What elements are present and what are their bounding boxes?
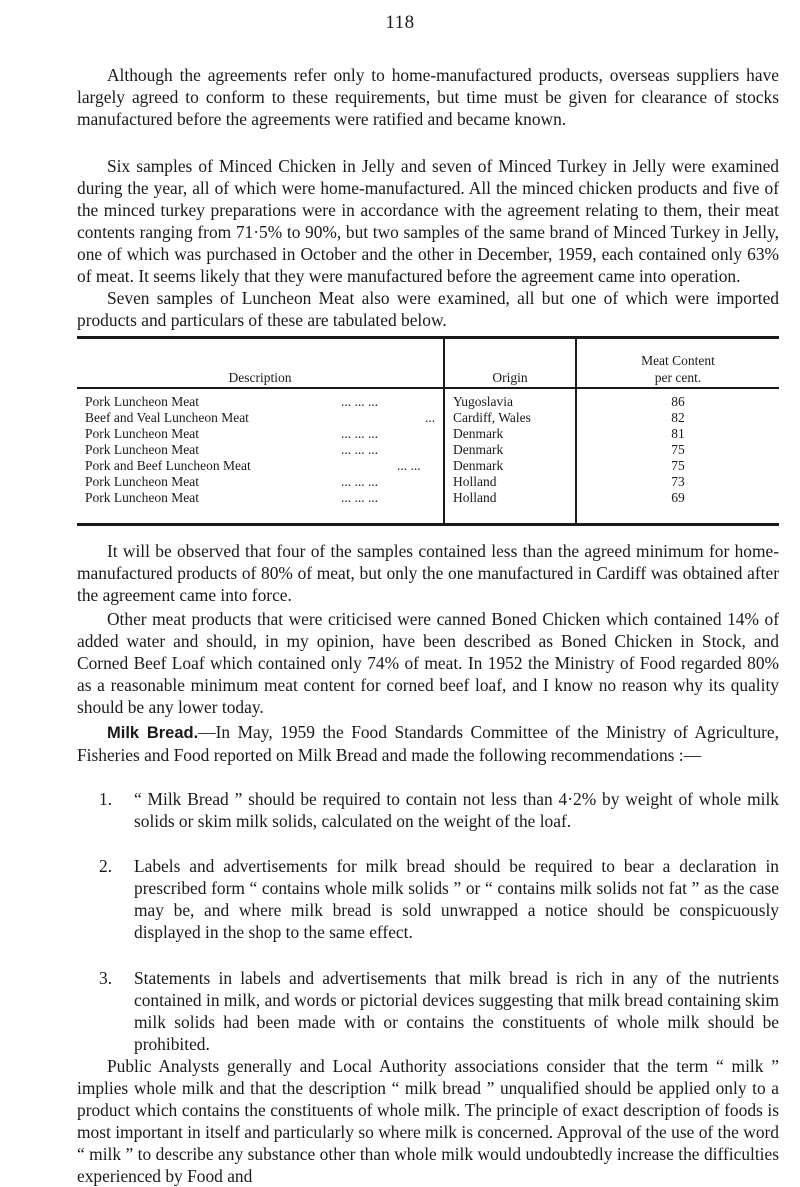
paragraph-other-meat-products: Other meat products that were criticised were canned Boned Chicken which contained 14% of added water and should, in my opinion, have been described as Boned Chicken in Stock, and Corned Beef Loaf which contained only 74% of meat. In 1952 the Ministry of Food regarded 80% as a reasonable minimum meat content for corned beef loaf, and I know no reason why its quality should be any lower today. xyxy=(77,609,779,717)
list-item-number: 2. xyxy=(99,856,113,876)
cell-origin: Holland xyxy=(453,474,497,489)
cell-description: Pork Luncheon Meat ... ... ... xyxy=(85,426,379,441)
paragraph-luncheon-meat: Seven samples of Luncheon Meat also were examined, all but one of which were imported products and particulars of these are tabulated below. xyxy=(77,288,779,330)
table-row xyxy=(77,442,779,458)
cell-meat: 81 xyxy=(671,426,685,441)
table-row xyxy=(77,490,779,506)
cell-meat: 69 xyxy=(671,490,685,505)
header-description: Description xyxy=(228,370,292,385)
list-item-number: 1. xyxy=(99,789,113,809)
paragraph-milk-bread: Milk Bread.—In May, 1959 the Food Standards Committee of the Ministry of Agriculture, Fisheries and Food reported on Milk Bread and made the following recommendations :— xyxy=(77,722,780,765)
header-meat-content xyxy=(577,352,779,386)
list-item-text: Statements in labels and advertisements that milk bread is rich in any of the nutrients contained in milk, and words or pictorial devices suggesting that milk bread containing skim milk solids had been made with or contains the constituents of whole milk should be prohibited. xyxy=(134,968,779,1054)
cell-description: Pork Luncheon Meat ... ... ... xyxy=(85,490,379,505)
list-item-text: “ Milk Bread ” should be required to contain not less than 4·2% by weight of whole milk solids or skim milk solids, calculated on the weight of the loaf. xyxy=(134,789,779,831)
cell-origin: Denmark xyxy=(453,442,504,457)
cell-meat: 82 xyxy=(671,410,685,425)
list-item-number: 3. xyxy=(99,968,113,988)
header-meat-line1: Meat Content xyxy=(641,353,715,368)
list-item-text: Labels and advertisements for milk bread should be required to bear a declaration in prescribed form “ contains whole milk solids ” or “ contains milk solids not fat ” as the case may be, and where milk bread is sold unwrapped a notice should be conspicuously displayed in the shop to the same effect. xyxy=(134,856,779,942)
cell-meat: 75 xyxy=(671,458,685,473)
table-row xyxy=(77,410,779,426)
cell-origin: Holland xyxy=(453,490,497,505)
table-row xyxy=(77,394,779,410)
cell-meat: 86 xyxy=(671,394,685,409)
paragraph-minced-chicken-turkey: Six samples of Minced Chicken in Jelly and seven of Minced Turkey in Jelly were examined during the year, all of which were home-manufactured. All the minced chicken products and five of the minced turkey preparations were in accordance with the agreement relating to them, their meat contents ranging from 71·5% to 90%, but two samples of the same brand of Minced Turkey in Jelly, one of which was purchased in October and the other in December, 1959, each contained only 63% of meat. It seems likely that they were manufactured before the agreement came into operation. xyxy=(77,156,779,286)
header-meat-line2: per cent. xyxy=(654,370,702,385)
cell-meat: 73 xyxy=(671,474,685,489)
table-row xyxy=(77,474,779,490)
page-number: 118 xyxy=(385,12,415,33)
cell-description: Beef and Veal Luncheon Meat ... xyxy=(85,410,436,425)
header-origin: Origin xyxy=(492,370,528,385)
cell-description: Pork Luncheon Meat ... ... ... xyxy=(85,474,379,489)
paragraph-observation: It will be observed that four of the samples contained less than the agreed minimum for home-manufactured products of 80% of meat, but only the one manufactured in Cardiff was obtained after the agreement came into force. xyxy=(77,541,779,605)
table-header-rule xyxy=(77,387,779,389)
paragraph-public-analysts: Public Analysts generally and Local Authority associations consider that the term “ milk ” implies whole milk and that the description “ milk bread ” unqualified should be applied only to a product which contains the constituents of whole milk. The principle of exact description of foods is most important in itself and particularly so where milk is concerned. Approval of the use of the word “ milk ” to describe any substance other than whole milk would undoubtedly increase the difficulties experienced by Food and xyxy=(77,1056,779,1186)
table-row xyxy=(77,426,779,442)
cell-origin: Denmark xyxy=(453,426,504,441)
cell-origin: Denmark xyxy=(453,458,504,473)
cell-description: Pork Luncheon Meat ... ... ... xyxy=(85,442,379,457)
milk-bread-heading: Milk Bread. xyxy=(107,724,199,742)
paragraph-overseas-suppliers: Although the agreements refer only to home-manufactured products, overseas suppliers have largely agreed to conform to these requirements, but time must be given for clearance of stocks manufactured before the agreements were ratified and became known. xyxy=(77,65,779,129)
luncheon-meat-table xyxy=(77,336,779,526)
cell-meat: 75 xyxy=(671,442,685,457)
cell-description: Pork and Beef Luncheon Meat ... ... xyxy=(85,458,421,473)
table-row xyxy=(77,458,779,474)
cell-origin: Yugoslavia xyxy=(453,394,513,409)
cell-origin: Cardiff, Wales xyxy=(453,410,531,425)
cell-description: Pork Luncheon Meat ... ... ... xyxy=(85,394,379,409)
